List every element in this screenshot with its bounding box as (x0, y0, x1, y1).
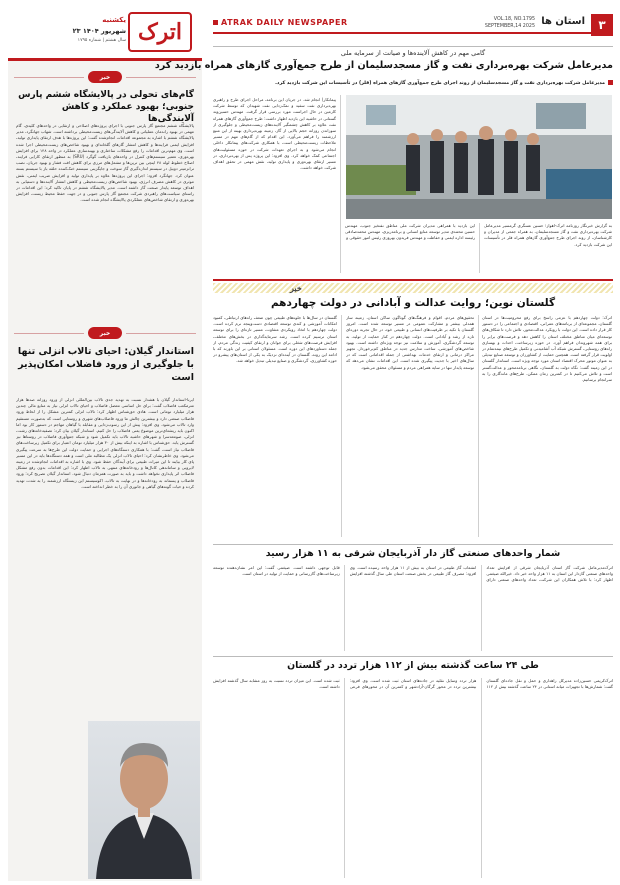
volume-info: VOL.18, NO.1795 SEPTEMBER,14 2025 (484, 17, 535, 29)
column-divider (479, 223, 480, 273)
column-divider (341, 315, 342, 537)
rule (213, 279, 613, 281)
weekday: یکشنبه (102, 16, 126, 24)
tag-rule (14, 333, 84, 334)
masthead-left (6, 10, 196, 55)
rule (213, 46, 613, 47)
sidebar-headline-1: گام‌های تحولی در پالایشگاه ششم پارس جنوبی؛ بهبود عملکرد و کاهش آلایندگی‌ها (18, 90, 194, 124)
article1-col-left: پیمانکار) انجام شد. در جریان این برنامه، مراحل اجرای طرح و راهبری بهره‌برداری نفت سفید و نمک‌زدایی نفت شهیدان که توسط شرکت کارمین در حال اجراست مورد بررسی قرار گرفت. مهندس حسین‌وند گستانی در حاشیه این بازدید اظهار داشت: طرح جمع‌آوری گازهای همراه نفت علاوه بر کاهش چشمگیر آلاینده‌های زیست‌محیطی و جلوگیری از سوزاندن روزانه حجم بالایی از گاز، زمینه بهره‌برداری بهینه از این منبع ارزشمند را فراهم می‌آورد. این اقدام که از گام‌های مهم در مسیر ملاحظات زیست‌محیطی است، با همکاری شرکت‌های پیمانکار داخلی انجام می‌شود و به اجرای تعهدات شرکت در حوزه مسئولیت‌های اجتماعی کمک خواهد کرد. وی افزود: این پروژه پس از بهره‌برداری، در مسیر ارتقای بهره‌وری و پایداری تولید، نقش مهمی در تحقق اهداف شرکت خواهد داشت. (213, 97, 336, 171)
issue-meta: سال هشتم | شماره ۱۷۹۵ (77, 38, 126, 43)
sidebar-body-2: ایرنا-استاندار گیلان با هشدار نسبت به تهدید جدی تالاب بین‌المللی انزلی از ورود روزانه صدها هزار مترمکعب فاضلاب گفت: برای حل اساسی معضل فاضلاب و احیای تالاب انزلی نیاز به منابع مالی چندین هزار میلیارد تومانی است. هادی حق‌شناس اظهار کرد: تالاب انزلی کمترین مشکل را از لحاظ ورود فاضلاب صنعتی دارد و بیشترین چالش ما ورود فاضلاب‌های شهری و روستایی است که به‌صورت مستقیم وارد تالاب می‌شود. وی افزود: پیش از این رسوب‌زدایی و مقابله با گیاهان مهاجم در دستور کار بود اما اکنون باید ریشه‌ای‌ترین موضوع یعنی فاضلاب را حل کنیم. استاندار گیلان بیان کرد: تصفیه‌خانه‌های رشت، انزلی، صومعه‌سرا و شهرهای حاشیه تالاب باید تکمیل شود و شبکه جمع‌آوری فاضلاب در روستاها نیز گسترش یابد. حق‌شناس با اشاره به اینکه بیش از ۳۰ هزار میلیارد تومان اعتبار برای تکمیل زیرساخت‌های فاضلاب نیاز است، گفت: با همکاری دستگاه‌های اجرایی و حمایت دولت این طرح‌ها به سرعت پیگیری می‌شود. وی خاطرنشان کرد: احیای تالاب انزلی یک مطالبه ملی است و همه دستگاه‌ها باید در این مسیر پای کار بیایند تا این میراث طبیعی برای آیندگان حفظ شود. وی با اشاره به اقدامات انجام‌شده در زمینه لایروبی و ساماندهی کانال‌ها و رودخانه‌های منتهی به تالاب اظهار کرد: این اقدامات بدون رفع مشکل فاضلاب اثر پایداری نخواهد داشت و باید به صورت همزمان دنبال شود. استاندار گیلان تصریح کرد: ورود فاضلاب و پسماند به رودخانه‌ها و در نهایت به تالاب، اکوسیستم این زیستگاه ارزشمند را به شدت تهدید کرده و حیات گونه‌های گیاهی و جانوری آن را به خطر انداخته است. (16, 397, 194, 489)
article2-col-2: تحقیق‌های مردم، اقوام و فرهنگ‌های گوناگون ساکن استان، زمینه ساز همدلی بیشتر و مشارکت عمومی در مسیر توسعه شده است. امروز گلستان با تکیه بر ظرفیت‌های انسانی و طبیعی خود، در حال تجربه دوره‌ای تازه از رشد و آبادانی است. دولت چهاردهم در کنار حمایت از تولید، به توسعه گردشگری، آموزش و سلامت نیز توجه ویژه‌ای داشته است. بهبود شاخص‌های آموزشی، ساخت مدارس جدید در مناطق کم‌برخوردار، تجهیز مراکز درمانی و ارتقای خدمات بهداشتی از جمله اقداماتی است که در سال‌های اخیر با جدیت پیگیری شده است. این اقدامات نشان می‌دهد که توسعه پایدار تنها در سایه همراهی مردم و مسئولان محقق می‌شود. (346, 315, 474, 370)
atrak-logo (128, 12, 192, 52)
section-name: استان ها (535, 16, 585, 27)
article2-headline: گلستان نوین؛ روایت عدالت و آبادانی در دولت چهاردهم (270, 297, 556, 309)
page-number: ۳ (591, 14, 613, 36)
sidebar-headline-2: استاندار گیلان: احیای تالاب انزلی تنها با جلوگیری از ورود فاضلاب امکان‌پذیر است (17, 346, 194, 383)
column-divider (478, 315, 479, 537)
header-rule (213, 32, 613, 34)
logo-text: اترک (137, 19, 183, 45)
sidebar (8, 58, 202, 881)
tag-rule (14, 77, 84, 78)
article1-col-right: به گزارش خبرنگار روزنامه اترک-اهواز؛ حسین عسگری گرمسیر مدیرعامل شرکت بهره‌برداری نفت و گاز مسجدسلیمان، به همراه جمعی از مدیران و کارشناسان، از روند اجرای طرح جمع‌آوری گازهای همراه فلر در تأسیسات این شرکت بازدید کرد. (484, 223, 612, 247)
paper-name: ATRAK DAILY NEWSPAPER (213, 18, 354, 27)
site-visit-photo (346, 95, 612, 219)
news-tag-1: خبر (88, 71, 122, 83)
masthead-right (213, 14, 613, 40)
governor-portrait (88, 721, 200, 879)
article4-headline: طی ۲۴ ساعت گذشته بیش از ۱۱۲ هزار تردد در گلستان (287, 660, 539, 671)
article3-headline: شمار واحدهای صنعتی گاز دار آذربایجان شرقی به ۱۱ هزار رسید (265, 548, 561, 559)
column-divider (340, 95, 341, 273)
article1-kicker: گامی مهم در کاهش آلاینده‌ها و صیانت از سرمایه ملی (340, 49, 486, 57)
news-tag-2: خبر (88, 327, 122, 339)
article2-tag: خبر (290, 283, 302, 293)
sidebar-body-1: پالایشگاه ششم مجتمع گاز پارس جنوبی با اجرای پروژه‌های اصلاحی و ارتقایی در واحدهای کلیدی، گام مهمی در بهبود راندمان عملیاتی و کاهش آلایندگی‌های زیست‌محیطی برداشته است. شهاب جهانگرد، مدیر پالایشگاه ششم با اشاره به مجموعه اقدامات انجام‌شده گفت: این پروژه‌ها با هدف ارتقای پایداری تولید، افزایش ایمنی فرایندها و کاهش انتشار گازهای گلخانه‌ای و بهبود شاخص‌های زیست‌محیطی اجرا شده است. وی مهم‌ترین اقدامات را رفع مشکلات ساختاری و بهینه‌سازی عملکرد در واحد ۱۴۸ برای افزایش بهره‌وری، تعمیر سیستم‌های کنترل در واحدهای بازیافت گوگرد (SRU) به منظور ارتقای کارایی فرایند، اصلاح خطوط لوله ۴۸ اینچی بین ترین‌ها و مشعل‌های مرزی برای کاهش افت فشار و بهبود جریان، نصب ترانزمیتر دوبیل در سیستم اندازه‌گیری گاز سوخت و جایگزینی سیستم خنک‌کننده حلقه باز با سیستم بسته عنوان کرد. جهانگرد افزود: اجرای این پروژه‌ها علاوه بر پایداری تولید و افزایش ضریب ایمنی، نقش موثری در کاهش مصرف انرژی، بهبود شاخص‌های زیست‌محیطی و کاهش انتشار آلاینده‌ها و دستیابی به اهداف توسعه پایدار صنعت گاز داشته است. مدیر پالایشگاه ششم در پایان تاکید کرد: این اقدامات در راستای سیاست‌های راهبردی شرکت مجتمع گاز پارس جنوبی و در جهت حفظ محیط زیست، افزایش بهره‌وری و ارتقای شاخص‌های عملکردی پالایشگاه انجام شده است. (16, 123, 194, 203)
article1-lead: مدیرعامل شرکت بهره‌برداری نفت و گاز مسجدسلیمان از روند اجرای طرح جمع‌آوری گازهای همراه (فلر) در تأسیسات این شرکت بازدید کرد. (213, 80, 613, 86)
rule (213, 656, 613, 657)
article1-headline: مدیرعامل شرکت بهره‌برداری نفت و گاز مسجدسلیمان از طرح جمع‌آوری گازهای همراه بازدید کرد (154, 60, 613, 71)
article4-body: اترک‌کریمی حسین‌زاده مدیرکل راهداری و حمل و نقل جاده‌ای گلستان گفت: شمارش‌ها با تجهیزات میانه استانی در ۲۴ ساعت گذشته بیش از ۱۱۲ هزار تردد وسایل نقلیه در جاده‌های استان ثبت شده است. وی افزود: بیشترین تردد در محور گرگان-آزادشهر و کمترین آن در محورهای فرعی ثبت شده است. این میزان تردد نسبت به روز مشابه سال گذشته افزایش داشته است. (213, 678, 613, 690)
article2-col-1: اترک: دولت چهاردهم با عزمی راسخ برای رفع محرومیت‌ها در استان گلستان، مجموعه‌ای از برنامه‌های عمرانی، اقتصادی و اجتماعی را در دستور کار قرار داده است. این دولت با رویکرد عدالت‌محور، تلاش دارد تا شکاف‌های توسعه‌ای میان مناطق مختلف استان را کاهش دهد و فرصت‌های برابر را برای همه شهروندان فراهم آورد. در حوزه زیرساخت، احداث و بهسازی راه‌های روستایی، گسترش شبکه آب آشامیدنی و تکمیل طرح‌های نیمه‌تمام در اولویت قرار گرفته است. همچنین حمایت از کشاورزان و توسعه صنایع تبدیلی به عنوان موتور محرک اقتصاد استان مورد توجه ویژه است. استاندار گلستان در این زمینه گفت: نگاه دولت به گلستان، نگاهی برنامه‌محور و عدالت‌گستر است و تلاش می‌کنیم تا در کمترین زمان ممکن، طرح‌های ماندگاری را به سرانجام برسانیم. (482, 315, 612, 383)
rule (213, 544, 613, 545)
issue-date: ۲۳ شهریور ۱۴۰۴ (72, 27, 126, 35)
article3-body: اترک‌مدیرعامل شرکت گاز استان آذربایجان شرقی از افزایش تعداد واحدهای صنعتی گازدار این استان به ۱۱ هزار واحد خبر داد. خیرالله ضیغمی اظهار کرد: با تلاش همکاران این شرکت، تعداد واحدهای صنعتی دارای انشعاب گاز طبیعی در استان به بیش از ۱۱ هزار واحد رسیده است. وی افزود: مصرف گاز طبیعی در بخش صنعت استان طی سال گذشته افزایش قابل توجهی داشته است. ضیغمی گفت: این امر نشان‌دهنده توسعه زیرساخت‌های گازرسانی و حمایت از تولید در استان است. (213, 565, 613, 583)
section-band (213, 283, 613, 293)
tag-rule (126, 333, 196, 334)
article1-col-mid: این بازدید با همراهی مدیران شرکت ملی مناطق نفتخیز جنوب، مهندس حسین محمدی مدیر توسعه منابع انسانی و برنامه‌ریزی، مهندس محمدصادقی رئیسه اداره ایمنی و حفاظت و مهندس فریدون بهروزی رئیس امور حقوقی و (345, 223, 475, 241)
article2-col-3: گلستان در سال‌ها با جلوه‌های طبیعی چون ضعف راه‌های ارتباطی، کمبود امکانات آموزشی و کندی توسعه اقتصادی دست‌وپنجه نرم کرده است. دولت چهاردهم با اتخاذ رویکردی متفاوت، مسیر تازه‌ای را برای توسعه استان ترسیم کرده است. رشد سرمایه‌گذاری در بخش‌های مختلف، افزایش فرصت‌های شغلی برای جوانان و ارتقای کیفیت زندگی مردم، از جمله دستاوردهای این دوره است. مسئولان استانی بر این باورند که با ادامه این روند، گلستان در آینده‌ای نزدیک به یکی از استان‌های پیشرو در حوزه کشاورزی، گردشگری و صنایع تبدیلی تبدیل خواهد شد. (213, 315, 337, 364)
tag-rule (126, 77, 196, 78)
